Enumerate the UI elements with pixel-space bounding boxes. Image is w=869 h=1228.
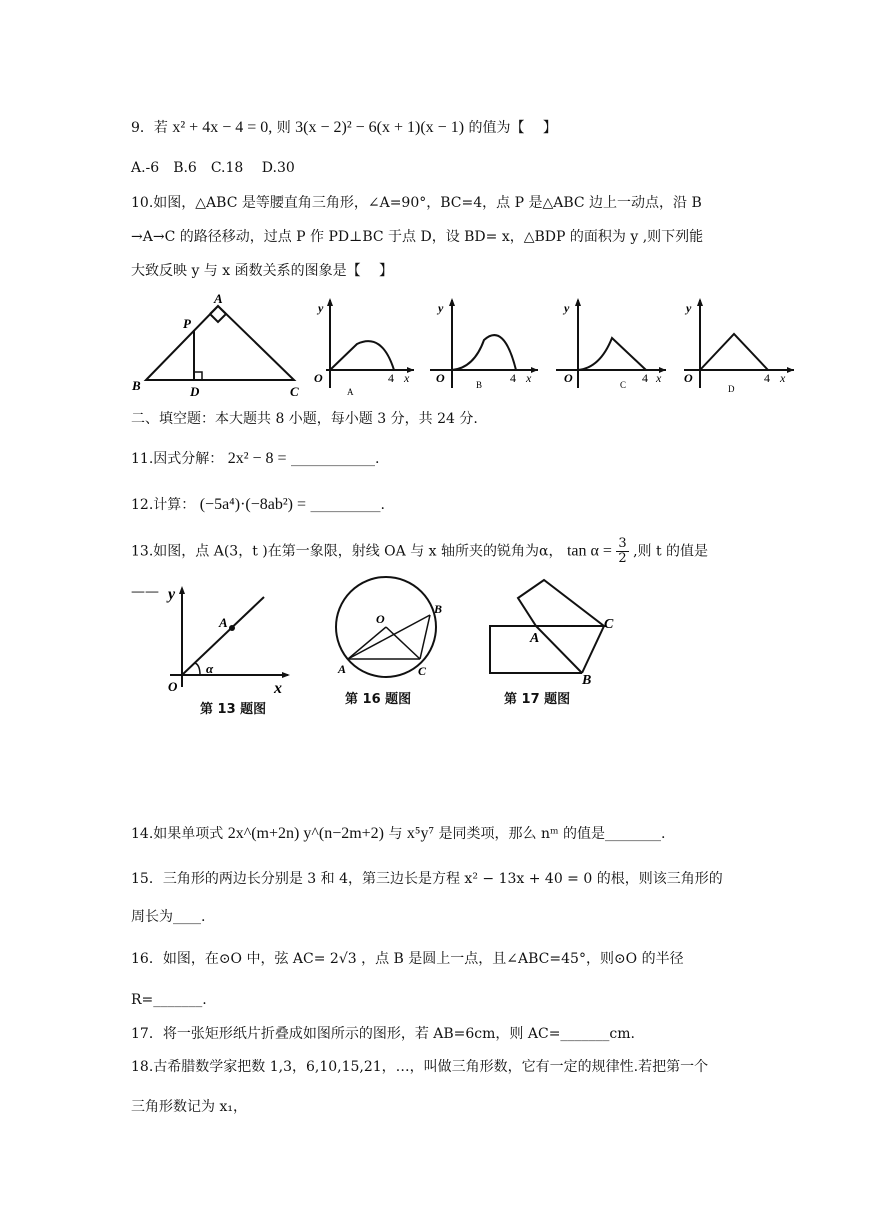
- graph-c-tick: 4: [642, 371, 648, 385]
- fig16-o-label: O: [376, 612, 385, 626]
- triangle-label-c: C: [290, 384, 299, 399]
- graph-d-x-label: x: [780, 371, 786, 385]
- q13-blank: ——: [131, 584, 159, 600]
- triangle-label-d: D: [190, 384, 200, 399]
- graph-c-caption: C: [620, 380, 627, 390]
- q9-options: A.-6 B.6 C.18 D.30: [131, 160, 295, 176]
- graph-d: [678, 292, 800, 400]
- q10-line2: →A→C 的路径移动，过点 P 作 PD⊥BC 于点 D，设 BD= x，△BDP 的面积为 y ,则下列能: [131, 229, 704, 245]
- q12-prefix: 12.计算：: [131, 497, 196, 513]
- q9-mid: 则: [276, 120, 291, 136]
- q13-suffix: ,则 t 的值是: [633, 543, 709, 560]
- q16-line1: 16．如图，在⊙O 中，弦 AC= 2√3 ，点 B 是圆上一点，且∠ABC=45°，则⊙O 的半径: [131, 951, 684, 967]
- fig13-caption: 第 13 题图: [200, 702, 267, 717]
- section2-heading: 二、填空题：本大题共 8 小题，每小题 3 分，共 24 分.: [131, 411, 478, 427]
- fig13-x-label: x: [274, 680, 282, 693]
- q11-expression: 2x² − 8 =: [227, 450, 287, 467]
- q9-suffix: 的值为【 】: [468, 120, 557, 136]
- q10-line1: 10.如图，△ABC 是等腰直角三角形，∠A=90°，BC=4，点 P 是△ABC 边上一动点，沿 B: [131, 195, 702, 211]
- q14-expression2: x⁵y⁷: [406, 825, 435, 842]
- q17-line: 17．将一张矩形纸片折叠成如图所示的图形，若 AB=6cm，则 AC=_______cm.: [131, 1026, 635, 1042]
- q13-denominator: 2: [618, 551, 627, 566]
- triangle-label-p: P: [183, 316, 191, 331]
- graph-c: [550, 292, 672, 400]
- graph-b-x-label: x: [526, 371, 532, 385]
- fig16-c-label: C: [418, 664, 427, 678]
- q18-line2: 三角形数记为 x₁，: [131, 1099, 247, 1115]
- graph-a-x-label: x: [404, 371, 410, 385]
- graph-d-tick: 4: [764, 371, 770, 385]
- q14-prefix: 14.如果单项式: [131, 826, 224, 842]
- graph-b-origin: O: [436, 371, 445, 385]
- graph-b-tick: 4: [510, 371, 516, 385]
- fig16-caption: 第 16 题图: [345, 692, 412, 707]
- graph-d-origin: O: [684, 371, 693, 385]
- figure-17: [486, 576, 626, 688]
- q9-equation: x² + 4x − 4 = 0,: [172, 119, 273, 136]
- q14-mid: 与: [388, 826, 403, 842]
- q11-line: [131, 449, 379, 469]
- graph-c-origin: O: [564, 371, 573, 385]
- triangle-label-b: B: [132, 378, 141, 393]
- q14-line: [131, 824, 665, 844]
- fig13-alpha-label: α: [206, 661, 214, 676]
- fig17-b-label: B: [582, 673, 592, 688]
- fig13-a-label: A: [219, 615, 228, 630]
- fig16-a-label: A: [338, 662, 347, 676]
- q12-blank: __________.: [310, 497, 385, 513]
- q13-fraction: [616, 537, 628, 566]
- graph-d-caption: D: [728, 384, 735, 394]
- fig17-a-label: A: [530, 631, 540, 646]
- q13-prefix: 13.如图，点 A(3，t )在第一象限，射线 OA 与 x 轴所夹的锐角为α，: [131, 543, 563, 560]
- q13-tan: tan α =: [566, 542, 612, 560]
- triangle-label-a: A: [214, 292, 223, 306]
- q14-suffix: 是同类项，那么 nᵐ 的值是________.: [438, 826, 666, 842]
- q9-line: [131, 118, 557, 138]
- q10-triangle-figure: [128, 292, 303, 400]
- fig13-y-label: y: [168, 586, 176, 603]
- fig17-caption: 第 17 题图: [504, 692, 571, 707]
- q12-expression: (−5a⁴)·(−8ab²) =: [199, 496, 307, 513]
- graph-b: [424, 292, 544, 400]
- graph-b-y-label: y: [438, 301, 444, 315]
- fig16-b-label: B: [434, 602, 443, 616]
- q13-line: [131, 537, 708, 566]
- graph-a-origin: O: [314, 371, 323, 385]
- q11-prefix: 11.因式分解：: [131, 451, 224, 467]
- graph-b-caption: B: [476, 380, 483, 390]
- q14-expression1: 2x^(m+2n) y^(n−2m+2): [227, 825, 385, 842]
- graph-c-x-label: x: [656, 371, 662, 385]
- figure-13: [160, 583, 300, 693]
- graph-c-y-label: y: [564, 301, 570, 315]
- q9-expression: 3(x − 2)² − 6(x + 1)(x − 1): [295, 119, 465, 136]
- figure-16: [326, 575, 448, 683]
- q12-line: [131, 495, 385, 515]
- q9-prefix: 9．若: [131, 120, 168, 136]
- fig13-origin: O: [168, 679, 178, 693]
- q11-blank: ____________.: [291, 451, 380, 467]
- graph-a: [302, 292, 420, 400]
- graph-a-caption: A: [347, 387, 354, 397]
- q15-line1: 15．三角形的两边长分别是 3 和 4，第三边长是方程 x² − 13x + 40 = 0 的根，则该三角形的: [131, 871, 723, 887]
- graph-a-y-label: y: [318, 301, 324, 315]
- q16-line2: R=_______.: [131, 992, 207, 1008]
- fig17-c-label: C: [604, 617, 614, 632]
- q10-line3: 大致反映 y 与 x 函数关系的图象是【 】: [131, 263, 394, 279]
- graph-a-tick: 4: [388, 371, 394, 385]
- q18-line1: 18.古希腊数学家把数 1,3，6,10,15,21，…，叫做三角形数，它有一定的规律性.若把第一个: [131, 1059, 709, 1075]
- graph-d-y-label: y: [686, 301, 692, 315]
- q13-numerator: 3: [618, 536, 627, 551]
- q15-line2: 周长为____.: [131, 909, 206, 925]
